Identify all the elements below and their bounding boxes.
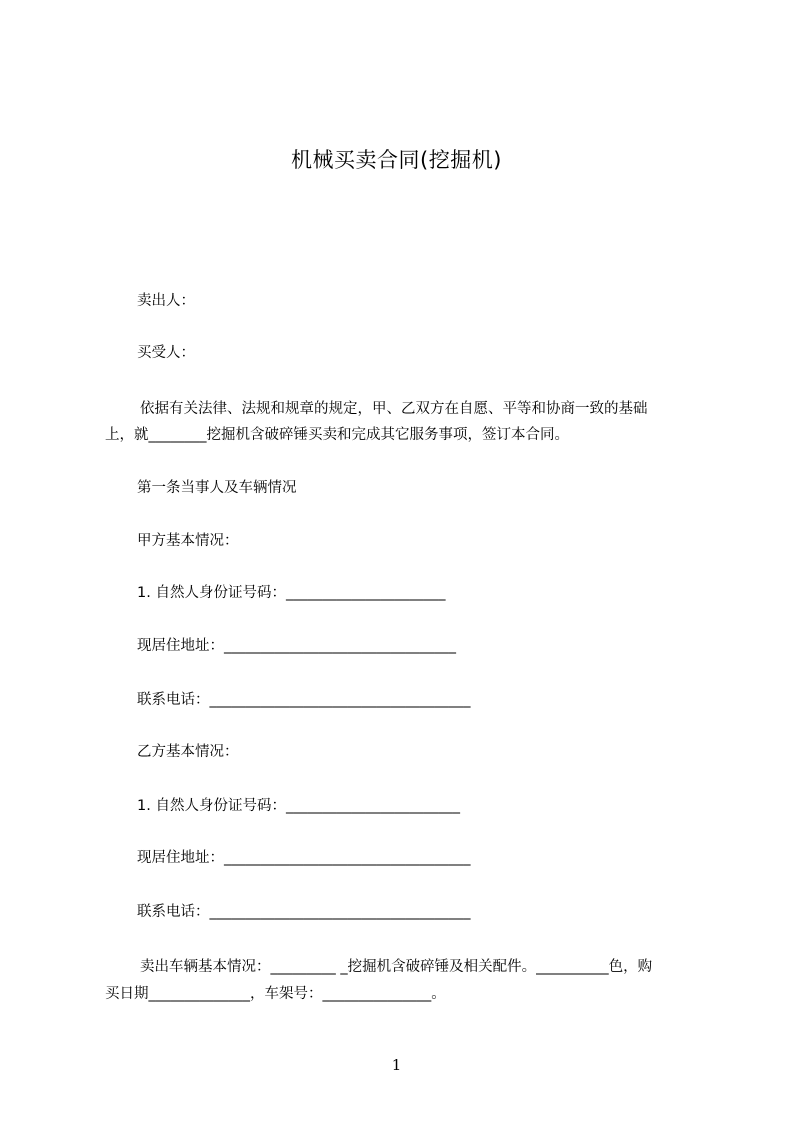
- party-a-id-field: 1. 自然人身份证号码：______________________: [137, 585, 446, 601]
- article-1-heading: 第一条当事人及车辆情况: [137, 480, 297, 496]
- page-number: 1: [391, 1056, 402, 1074]
- document-title: 机械买卖合同(挖掘机): [291, 148, 502, 172]
- intro-paragraph-line-2: 上，就________挖掘机含破碎锤买卖和完成其它服务事项，签订本合同。: [105, 427, 569, 443]
- vehicle-info-line-1: 卖出车辆基本情况：_________ _挖掘机含破碎锤及相关配件。__________色，购: [140, 959, 653, 975]
- buyer-label: 买受人：: [137, 345, 195, 361]
- intro-paragraph-line-1: 依据有关法律、法规和规章的规定，甲、乙双方在自愿、平等和协商一致的基础: [140, 401, 648, 417]
- party-a-address-field: 现居住地址：________________________________: [137, 638, 456, 654]
- party-b-heading: 乙方基本情况：: [137, 744, 239, 760]
- party-b-phone-field: 联系电话：____________________________________: [137, 904, 471, 920]
- seller-label: 卖出人：: [137, 293, 195, 309]
- party-b-id-field: 1. 自然人身份证号码：________________________: [137, 798, 460, 814]
- party-b-address-field: 现居住地址：__________________________________: [137, 850, 471, 866]
- party-a-heading: 甲方基本情况：: [137, 533, 239, 549]
- vehicle-info-line-2: 买日期______________，车架号：_______________。: [105, 986, 446, 1002]
- party-a-phone-field: 联系电话：____________________________________: [137, 692, 471, 708]
